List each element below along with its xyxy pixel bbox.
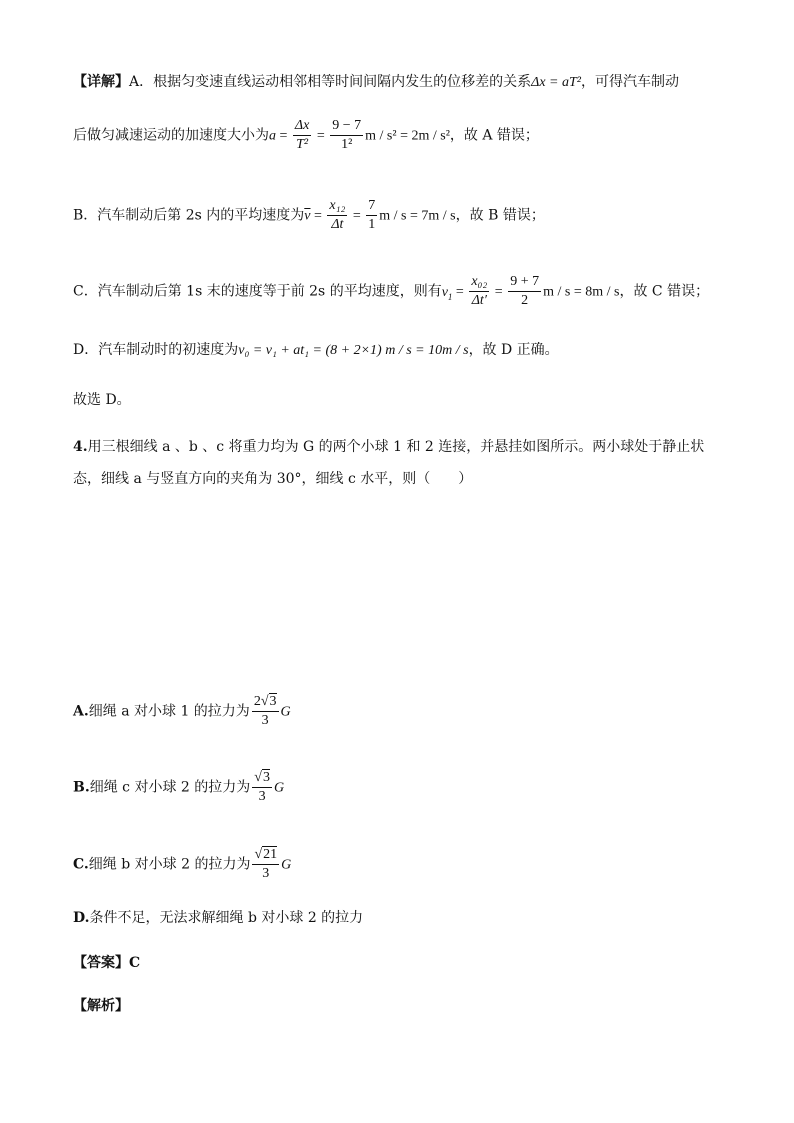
question-number: 4. [73, 439, 88, 455]
option-c: C.细绳 b 对小球 2 的拉力为 $\frac{√21}{3}$ G [73, 847, 292, 881]
option-a-intro: A．根据匀变速直线运动相邻相等时间间隔内发生的位移差的关系 [129, 74, 532, 90]
option-b-verdict: ，故 B 错误； [455, 207, 545, 224]
option-b: B.细绳 c 对小球 2 的拉力为 $\frac{√3}{3}$ G [73, 770, 285, 804]
question-stem-text2: 态，细线 a 与竖直方向的夹角为 30°，细线 c 水平，则（ ） [73, 471, 473, 487]
option-d-label: D. [73, 910, 90, 926]
analysis-label: 【解析】 [73, 998, 129, 1014]
option-a-mid: ，可得汽车制动 [580, 74, 679, 90]
explanation-a-line1 [73, 72, 734, 93]
fraction-root3-over-3: $\frac{√3}{3}$ [254, 770, 270, 804]
option-d-text: 条件不足，无法求解细绳 b 对小球 2 的拉力 [89, 910, 364, 926]
answer-label: 【答案】 [73, 955, 129, 971]
conclusion-line [73, 390, 734, 410]
fraction-9-minus-7: $\frac{9 - 7}{\text{1²}}$ [332, 118, 362, 152]
explanation-c-line: C．汽车制动后第 1s 末的速度等于前 2s 的平均速度，则有$v_1$ = $\frac{\text{x₀₂}}{\Delta t'}$ = $\frac{9 + 7}{2}$ m / s = 8m / s，故 C 错误； [73, 274, 710, 308]
option-a: A.细绳 a 对小球 1 的拉力为 $\frac{2√3}{3}$ G [73, 694, 291, 728]
option-a-verdict: ，故 A 错误； [449, 127, 539, 144]
fraction-x02-over-dt: $\frac{\text{x₀₂}}{\Delta t'}$ [471, 274, 488, 308]
fraction-9-plus-7: $\frac{9 + 7}{2}$ [510, 274, 540, 308]
explanation-b-line: B．汽车制动后第 2s 内的平均速度为$\overline{v}$ = $\frac{\text{x₁₂}}{\Delta t}$ = $\frac{7}{1}$ m / s = 7m / s，故 B 错误； [73, 198, 545, 232]
acceleration-result: m / s² = 2m / s² [365, 128, 450, 144]
fraction-dx-over-t2: $\frac{\Delta x}{\text{T²}}$ [294, 118, 310, 152]
question-stem-text1: 用三根细线 a 、b 、c 将重力均为 G 的两个小球 1 和 2 连接，并悬挂如图所示。两小球处于静止状 [87, 439, 705, 455]
answer-line [73, 953, 734, 973]
option-c-verdict: ，故 C 错误； [619, 283, 710, 300]
option-a-text: 细绳 a 对小球 1 的拉力为 [88, 703, 250, 720]
option-d-prefix: D．汽车制动时的初速度为 [73, 342, 239, 358]
fraction-root21-over-3: $\frac{√21}{3}$ [254, 847, 278, 881]
conclusion-text: 故选 D。 [73, 392, 131, 408]
option-a-line2-prefix: 后做匀减速运动的加速度大小为 [73, 127, 269, 144]
question-stem-line2 [73, 469, 734, 489]
option-b-text: 细绳 c 对小球 2 的拉力为 [89, 779, 251, 796]
option-b-label: B. [73, 779, 90, 796]
initial-velocity-formula: v₀ = v₁ + at₁ = (8 + 2×1) m / s = 10m / s [238, 343, 469, 358]
option-c-text: 细绳 b 对小球 2 的拉力为 [88, 856, 251, 873]
explanation-d-line [73, 340, 734, 361]
explanation-a-line2: 后做匀减速运动的加速度大小为a = $\frac{\Delta x}{\text{T²}}$ = $\frac{9 - 7}{\text{1²}}$ m / s² = 2m / s²，故 A 错误； [73, 118, 539, 152]
option-c-label: C. [73, 856, 89, 873]
fraction-2root3-over-3: $\frac{2√3}{3}$ [253, 694, 277, 728]
option-d-verdict: ，故 D 正确。 [468, 342, 559, 358]
option-d [73, 908, 734, 928]
velocity-1s-result: m / s = 8m / s [543, 284, 620, 300]
question-stem-line1 [73, 437, 734, 457]
answer-value: C [129, 955, 141, 971]
formula-displacement-difference: Δx = aT² [531, 75, 581, 90]
option-b-prefix: B．汽车制动后第 2s 内的平均速度为 [73, 207, 305, 224]
average-velocity-result: m / s = 7m / s [379, 208, 456, 224]
option-a-label: A. [73, 703, 89, 720]
fraction-7-over-1: $\frac{7}{1}$ [368, 198, 376, 232]
option-c-prefix: C．汽车制动后第 1s 末的速度等于前 2s 的平均速度，则有 [73, 283, 442, 300]
fraction-x12-over-dt: $\frac{\text{x₁₂}}{\Delta t}$ [329, 198, 346, 232]
detail-header: 【详解】 [73, 74, 129, 90]
analysis-line [73, 996, 734, 1016]
